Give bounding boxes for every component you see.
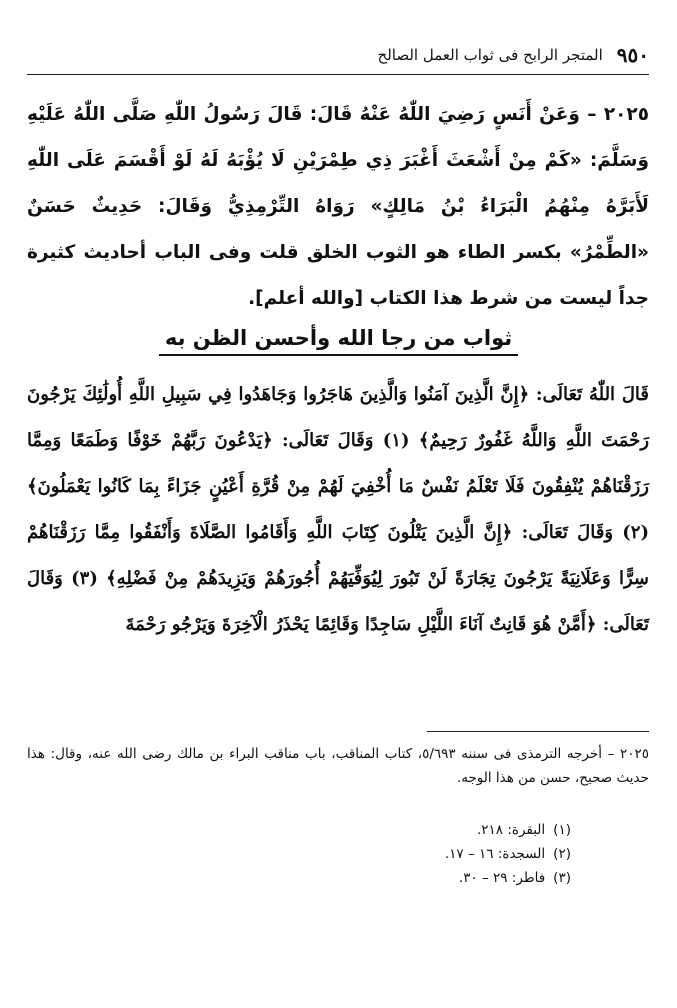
- footnote-hadith-source: ٢٠٢٥ – أخرجه الترمذى فى سننه ٥/٦٩٣، كتاب المناقب، باب مناقب البراء بن مالك رضى الله عنه، وقال: هذا حديث صحيح، حسن من هذا الوجه.: [27, 746, 649, 786]
- ref-text: فاطر: ٢٩ – ٣٠.: [458, 870, 546, 886]
- footnote-rule: [427, 731, 649, 732]
- section-title: ثواب من رجا الله وأحسن الظن به: [159, 326, 518, 356]
- ref-marker: (٣): [553, 870, 571, 886]
- running-title: المتجر الرابح فى ثواب العمل الصالح: [377, 46, 603, 64]
- ref-text: السجدة: ١٦ – ١٧.: [444, 846, 546, 862]
- footnote-ref: [271, 818, 571, 842]
- ref-text: البقرة: ٢١٨.: [476, 822, 546, 838]
- ref-marker: (٢): [553, 846, 571, 862]
- footnote-ref: [271, 866, 571, 890]
- ref-marker: (١): [553, 822, 571, 838]
- footnote-ref: [271, 842, 571, 866]
- hadith-text: – وَعَنْ أَنَسٍ رَضِيَ اللّٰهُ عَنْهُ قَالَ: قَالَ رَسُولُ اللّٰهِ صَلَّى اللّٰهُ عَلَيْهِ وَسَلَّمَ: «كَمْ مِنْ أَشْعَثَ أَغْبَرَ ذِي طِمْرَيْنِ لَا يُؤْبَهُ لَهُ لَوْ أَقْسَمَ عَلَى اللّٰهِ لَأَبَرَّهُ مِنْهُمُ الْبَرَاءُ بْنُ مَالِكٍ» رَوَاهُ التِّرْمِذِيُّ وَقَالَ: حَدِيثٌ حَسَنٌ «الطِّمْرُ» بكسر الطاء هو الثوب الخلق قلت وفى الباب أحاديث كثيرة جداً ليست من شرط هذا الكتاب [والله أعلم].: [27, 104, 649, 309]
- page-number: ٩٥٠: [616, 43, 649, 67]
- hadith-number: ٢٠٢٥: [603, 104, 650, 125]
- header-rule: [27, 74, 649, 75]
- hadith-paragraph: [27, 92, 649, 322]
- quran-verses-paragraph: قَالَ اللّٰهُ تَعَالَى: ﴿إِنَّ الَّذِينَ آمَنُوا وَالَّذِينَ هَاجَرُوا وَجَاهَدُوا فِي سَبِيلِ اللَّهِ أُولَٰئِكَ يَرْجُونَ رَحْمَتَ اللَّهِ وَاللَّهُ غَفُورٌ رَحِيمٌ﴾ (١) وَقَالَ تَعَالَى: ﴿يَدْعُونَ رَبَّهُمْ خَوْفًا وَطَمَعًا وَمِمَّا رَزَقْنَاهُمْ يُنْفِقُونَ فَلَا تَعْلَمُ نَفْسٌ مَا أُخْفِيَ لَهُمْ مِنْ قُرَّةِ أَعْيُنٍ جَزَاءً بِمَا كَانُوا يَعْمَلُونَ﴾ (٢) وَقَالَ تَعَالَى: ﴿إِنَّ الَّذِينَ يَتْلُونَ كِتَابَ اللَّهِ وَأَقَامُوا الصَّلَاةَ وَأَنْفَقُوا مِمَّا رَزَقْنَاهُمْ سِرًّا وَعَلَانِيَةً يَرْجُونَ تِجَارَةً لَنْ تَبُورَ لِيُوَفِّيَهُمْ أُجُورَهُمْ وَيَزِيدَهُمْ مِنْ فَضْلِهِ﴾ (٣) وَقَالَ تَعَالَى: ﴿أَمَّنْ هُوَ قَانِتٌ آنَاءَ اللَّيْلِ سَاجِدًا وَقَائِمًا يَحْذَرُ الْآخِرَةَ وَيَرْجُو رَحْمَةَ: [27, 384, 650, 635]
- section-heading: [0, 326, 677, 356]
- running-header: [29, 40, 649, 70]
- footnote-references: [271, 818, 571, 890]
